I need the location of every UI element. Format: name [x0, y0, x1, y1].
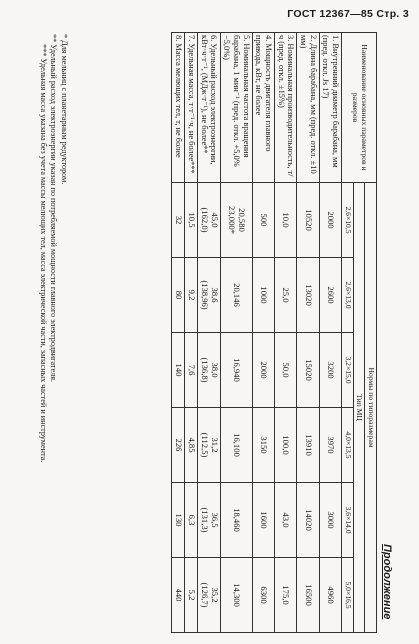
- table-cell: 100,0: [274, 408, 296, 483]
- table-cell: 2000: [319, 183, 341, 258]
- table-cell: 18,460: [220, 483, 252, 558]
- table-cell: 20,580 23,000*: [220, 183, 252, 258]
- table-cell: 31,2 (112,5): [197, 408, 220, 483]
- table-row: [185, 33, 198, 633]
- table-row: [220, 33, 252, 633]
- col-header: 5,0×16,5: [341, 558, 353, 633]
- param-label: 1. Внутренний диаметр барабана, мм (пред. откл. Js 17): [319, 33, 341, 183]
- table-cell: 10,0: [274, 183, 296, 258]
- table-row: [297, 33, 319, 633]
- table-row: [274, 33, 296, 633]
- norms-header: Нормы по типоразмерам: [365, 183, 377, 633]
- table-cell: 43,0: [274, 483, 296, 558]
- footnote: *** Удельная масса указана без учета массы мелющих тел, масса электрической части, запасных частей и инструмента.: [39, 44, 48, 463]
- table-row: [319, 33, 341, 633]
- type-header: Тип МЦ: [353, 183, 365, 633]
- table-cell: 10,5: [185, 183, 198, 258]
- table-cell: 3000: [319, 483, 341, 558]
- table-cell: 130: [172, 483, 185, 558]
- table-cell: 3150: [252, 408, 274, 483]
- continuation-label: Продолжение: [381, 544, 393, 620]
- table-cell: 35,2 (126,7): [197, 558, 220, 633]
- table-cell: 50,0: [274, 333, 296, 408]
- table-cell: 10520: [297, 183, 319, 258]
- param-label: 7. Удельная масса, т·т⁻¹·ч, не более***: [185, 33, 198, 183]
- table-cell: 1600: [252, 483, 274, 558]
- param-label: 6. Удельный расход электроэнергии, кВт·ч·т⁻¹, (МДж·т⁻¹), не более**: [197, 33, 220, 183]
- param-label: 2. Длина барабана, мм (пред. откл. ±10 мм): [297, 33, 319, 183]
- param-label: 4. Мощность двигателя главного привода, кВт, не более: [252, 33, 274, 183]
- param-header: Наименование основных параметров и размеров: [341, 33, 376, 183]
- table-cell: 9,2: [185, 258, 198, 333]
- table-row: [172, 33, 185, 633]
- table-cell: 5,2: [185, 558, 198, 633]
- table-cell: 2600: [319, 258, 341, 333]
- col-header: 3,6×14,0: [341, 483, 353, 558]
- page-header: ГОСТ 12367—85 Стр. 3: [287, 8, 409, 20]
- table-cell: 440: [172, 558, 185, 633]
- rotated-content: [0, 22, 395, 632]
- table-cell: 3970: [319, 408, 341, 483]
- table-cell: 16500: [297, 558, 319, 633]
- table-cell: 6300: [252, 558, 274, 633]
- table-cell: 2000: [252, 333, 274, 408]
- table-cell: 32: [172, 183, 185, 258]
- table-cell: 20,146: [220, 258, 252, 333]
- table-cell: 45,0 (162,0): [197, 183, 220, 258]
- parameters-table: [171, 32, 377, 633]
- param-label: 5. Номинальная частота вращения барабана, 1 мин⁻¹ (пред. откл. +5,0% −5,0%): [220, 33, 252, 183]
- col-header: 3,2×15,0: [341, 333, 353, 408]
- table-cell: 3200: [319, 333, 341, 408]
- table-cell: 80: [172, 258, 185, 333]
- param-label: 8. Масса мелющих тел, т, не более: [172, 33, 185, 183]
- table-cell: 13910: [297, 408, 319, 483]
- table-cell: 36,5 (131,3): [197, 483, 220, 558]
- table-cell: 4,85: [185, 408, 198, 483]
- col-header: 2,6×10,5: [341, 183, 353, 258]
- table-cell: 16,100: [220, 408, 252, 483]
- table-cell: 7,6: [185, 333, 198, 408]
- col-header: 2,6×13,0: [341, 258, 353, 333]
- footnote: * Для мельниц с планетарным редуктором.: [60, 34, 69, 185]
- table-cell: 15020: [297, 333, 319, 408]
- table-cell: 226: [172, 408, 185, 483]
- table-cell: 13020: [297, 258, 319, 333]
- table-cell: 38,0 (136,8): [197, 333, 220, 408]
- table-cell: 500: [252, 183, 274, 258]
- table-cell: 4960: [319, 558, 341, 633]
- table-cell: 140: [172, 333, 185, 408]
- table-cell: 25,0: [274, 258, 296, 333]
- table-row: [252, 33, 274, 633]
- table-cell: 14,300: [220, 558, 252, 633]
- footnote: ** Удельный расход электроэнергии указан по потребляемой мощности главного электродвигателя.: [49, 34, 59, 383]
- table-cell: 16,940: [220, 333, 252, 408]
- table-cell: 38,6 (138,96): [197, 258, 220, 333]
- col-header: 4,0×13,5: [341, 408, 353, 483]
- table-cell: 175,0: [274, 558, 296, 633]
- footnotes: [38, 34, 70, 630]
- table-row: [197, 33, 220, 633]
- table-cell: 1000: [252, 258, 274, 333]
- param-label: 3. Номинальная производительность, т/ч (пред. откл. ±15%): [274, 33, 296, 183]
- table-cell: 14020: [297, 483, 319, 558]
- table-cell: 6,3: [185, 483, 198, 558]
